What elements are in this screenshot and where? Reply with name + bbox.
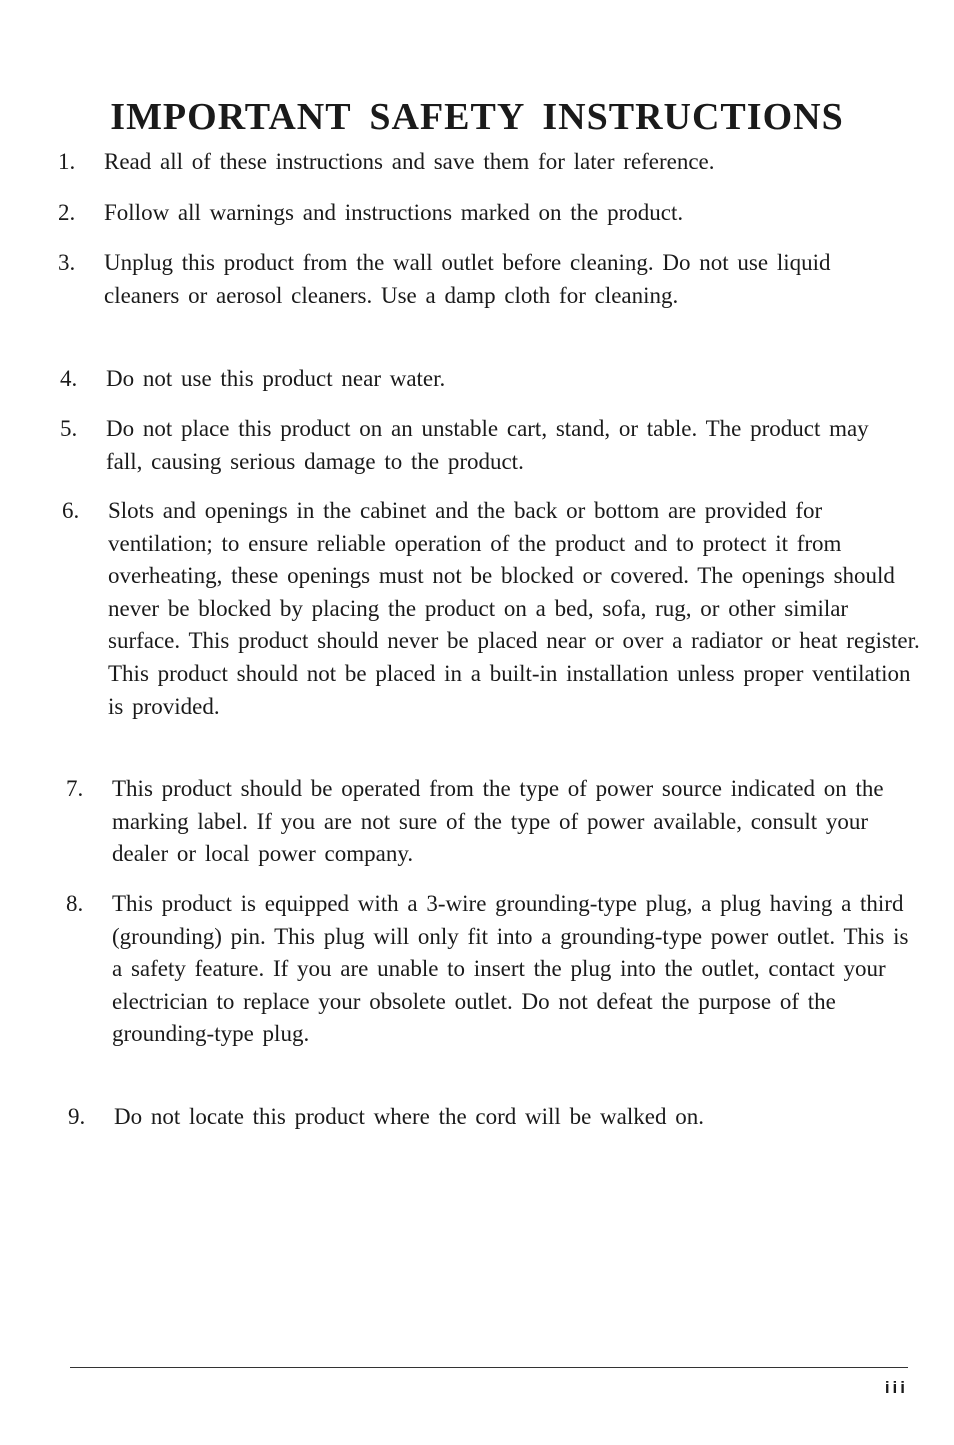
instruction-item [58,146,908,179]
page-number: iii [884,1378,908,1397]
item-text: Do not use this product near water. [106,366,446,391]
item-number: 4. [60,366,78,391]
instruction-item [58,247,878,312]
item-number: 7. [66,776,84,801]
item-number: 1. [58,149,76,174]
item-number: 8. [66,891,84,916]
item-text: Read all of these instructions and save them for later reference. [104,149,715,174]
instruction-item [60,413,900,478]
item-text: Unplug this product from the wall outlet before cleaning. Do not use liquid cleaners or aerosol cleaners. Use a damp cloth for cleaning. [104,250,831,308]
item-text: This product should be operated from the type of power source indicated on the marking label. If you are not sure of the type of power available, consult your dealer or local power company. [112,776,884,867]
item-number: 9. [68,1104,86,1129]
item-number: 3. [58,250,76,275]
instruction-item [66,888,916,1051]
instruction-item [60,363,910,396]
instruction-item [68,1101,918,1134]
item-number: 2. [58,200,76,225]
item-text: Follow all warnings and instructions marked on the product. [104,200,684,225]
instruction-item [66,773,906,871]
item-text: Do not locate this product where the cord will be walked on. [114,1104,704,1129]
page-title: IMPORTANT SAFETY INSTRUCTIONS [110,96,844,138]
footer-divider [70,1367,908,1368]
item-text: Slots and openings in the cabinet and the back or bottom are provided for ventilation; to ensure reliable operation of the product and to protect it from overheating, these openings must not be blocked or covered. The openings should never be blocked by placing the product on a bed, sofa, rug, or other similar surface. This product should never be placed near or over a radiator or heat register. This product should not be placed in a built-in installation unless proper ventilation is provided. [108,498,920,719]
instruction-item [58,197,908,230]
item-text: Do not place this product on an unstable cart, stand, or table. The product may fall, causing serious damage to the product. [106,416,869,474]
item-number: 6. [62,498,80,523]
item-text: This product is equipped with a 3-wire grounding-type plug, a plug having a third (grounding) pin. This plug will only fit into a grounding-type power outlet. This is a safety feature. If you are unable to insert the plug into the outlet, contact your electrician to replace your obsolete outlet. Do not defeat the purpose of the grounding-type plug. [112,891,909,1047]
item-number: 5. [60,416,78,441]
instruction-item [62,495,922,723]
